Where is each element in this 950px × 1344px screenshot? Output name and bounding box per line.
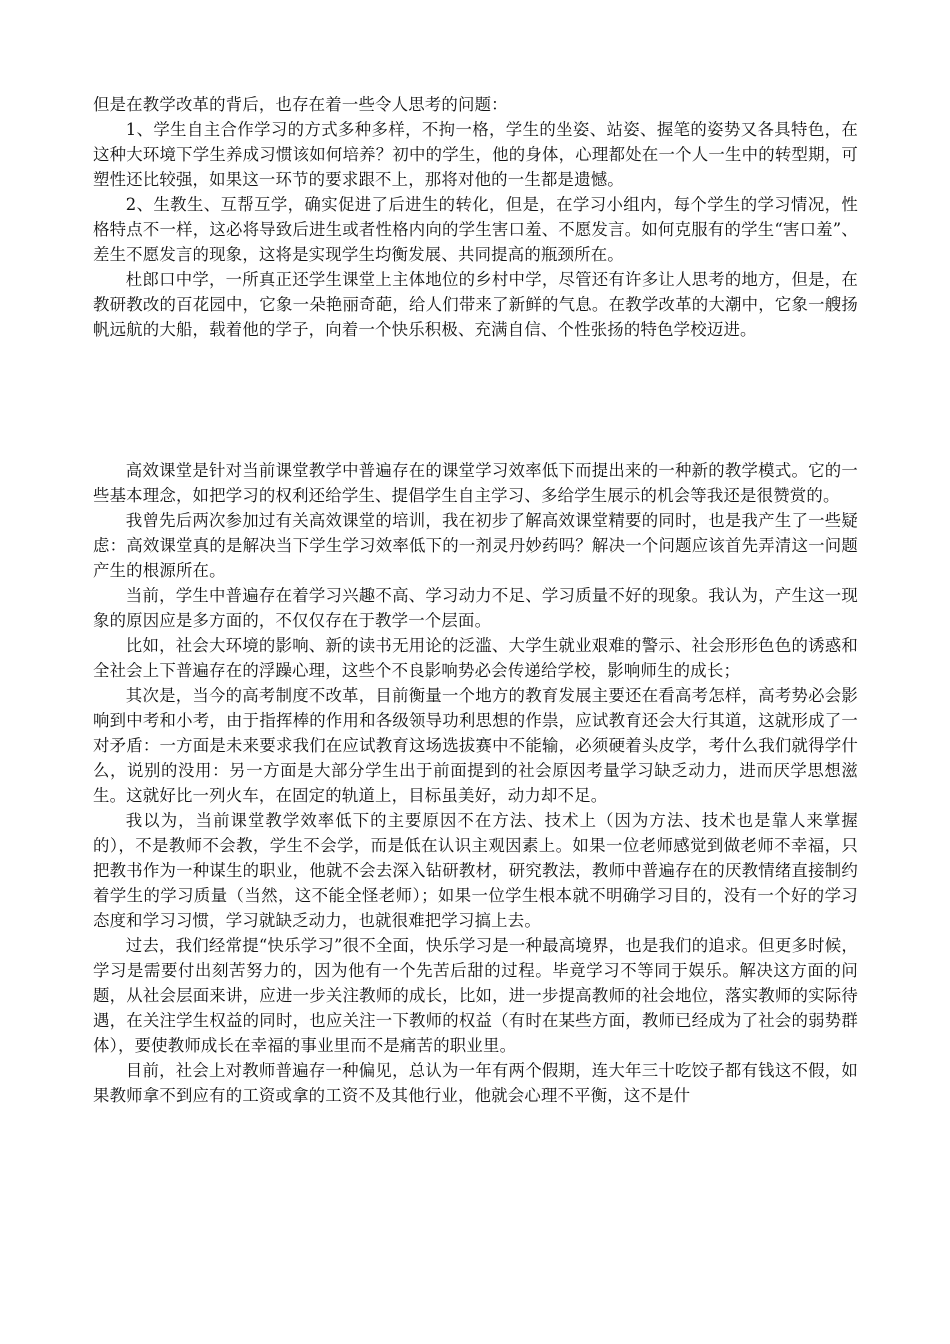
paragraph: 2、生教生、互帮互学，确实促进了后进生的转化，但是，在学习小组内，每个学生的学习情况，性格特点不一样，这必将导致后进生或者性格内向的学生害口羞、不愿发言。如何克服有的学生“害口羞”、差生不愿发言的现象，这将是实现学生均衡发展、共同提高的瓶颈所在。	[93, 195, 858, 264]
paragraph: 当前，学生中普遍存在着学习兴趣不高、学习动力不足、学习质量不好的现象。我认为，产生这一现象的原因应是多方面的，不仅仅存在于教学一个层面。	[93, 586, 858, 630]
paragraph: 1、学生自主合作学习的方式多种多样，不拘一格，学生的坐姿、站姿、握笔的姿势又各具特色，在这种大环境下学生养成习惯该如何培养？初中的学生，他的身体，心理都处在一个人一生中的转型期，可塑性还比较强，如果这一环节的要求跟不上，那将对他的一生都是遗憾。	[93, 120, 858, 189]
paragraph: 其次是，当今的高考制度不改革，目前衡量一个地方的教育发展主要还在看高考怎样，高考势必会影响到中考和小考，由于指挥棒的作用和各级领导功利思想的作祟，应试教育还会大行其道，这就形成了一对矛盾：一方面是未来要求我们在应试教育这场选拔赛中不能输，必须硬着头皮学，考什么我们就得学什么，说别的没用：另一方面是大部分学生出于前面提到的社会原因考量学习缺乏动力，进而厌学思想滋生。这就好比一列火车，在固定的轨道上，目标虽美好，动力却不足。	[93, 686, 858, 805]
paragraph: 目前，社会上对教师普遍存一种偏见，总认为一年有两个假期，连大年三十吃饺子都有钱这不假，如果教师拿不到应有的工资或拿的工资不及其他行业，他就会心理不平衡，这不是什	[93, 1061, 858, 1105]
paragraph: 但是在教学改革的背后，也存在着一些令人思考的问题：	[93, 95, 508, 114]
paragraph: 比如，社会大环境的影响、新的读书无用论的泛滥、大学生就业艰难的警示、社会形形色色的诱惑和全社会上下普遍存在的浮躁心理，这些个不良影响势必会传递给学校，影响师生的成长；	[93, 636, 858, 680]
paragraph: 杜郎口中学，一所真正还学生课堂上主体地位的乡村中学，尽管还有许多让人思考的地方，但是，在教研教改的百花园中，它象一朵艳丽奇葩，给人们带来了新鲜的气息。在教学改革的大潮中，它象一艘扬帆远航的大船，载着他的学子，向着一个快乐积极、充满自信、个性张扬的特色学校迈进。	[93, 270, 858, 339]
article-section-efficient-classroom	[93, 458, 858, 1108]
paragraph: 高效课堂是针对当前课堂教学中普遍存在的课堂学习效率低下而提出来的一种新的教学模式。它的一些基本理念，如把学习的权利还给学生、提倡学生自主学习、多给学生展示的机会等我还是很赞赏的。	[93, 461, 858, 505]
paragraph: 我曾先后两次参加过有关高效课堂的培训，我在初步了解高效课堂精要的同时，也是我产生了一些疑虑：高效课堂真的是解决当下学生学习效率低下的一剂灵丹妙药吗？解决一个问题应该首先弄清这一问题产生的根源所在。	[93, 511, 858, 580]
paragraph: 过去，我们经常提“快乐学习”很不全面，快乐学习是一种最高境界，也是我们的追求。但更多时候，学习是需要付出刻苦努力的，因为他有一个先苦后甜的过程。毕竟学习不等同于娱乐。解决这方面的问题，从社会层面来讲，应进一步关注教师的成长，比如，进一步提高教师的社会地位，落实教师的实际待遇，在关注学生权益的同时，也应关注一下教师的权益（有时在某些方面，教师已经成为了社会的弱势群体），要使教师成长在幸福的事业里而不是痛苦的职业里。	[93, 936, 858, 1055]
article-section-reflection	[93, 92, 858, 342]
paragraph: 我以为，当前课堂教学效率低下的主要原因不在方法、技术上（因为方法、技术也是靠人来掌握的），不是教师不会教，学生不会学，而是低在认识主观因素上。如果一位老师感觉到做老师不幸福，只把教书作为一种谋生的职业，他就不会去深入钻研教材，研究教法，教师中普遍存在的厌教情绪直接制约着学生的学习质量（当然，这不能全怪老师）；如果一位学生根本就不明确学习目的，没有一个好的学习态度和学习习惯，学习就缺乏动力，也就很难把学习搞上去。	[93, 811, 858, 930]
